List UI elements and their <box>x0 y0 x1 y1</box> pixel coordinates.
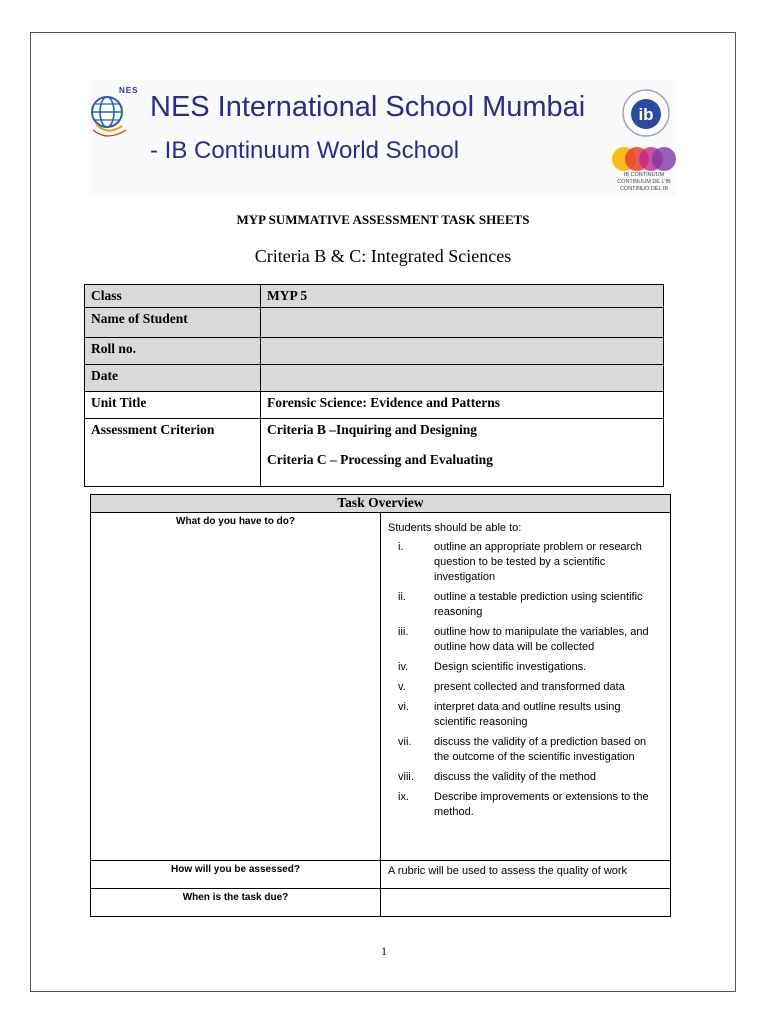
unit-title-label: Unit Title <box>85 392 261 419</box>
objectives-intro: Students should be able to: <box>388 522 522 534</box>
criterion-c-text: Criteria C – Processing and Evaluating <box>267 452 493 467</box>
unit-title-value: Forensic Science: Evidence and Patterns <box>261 392 664 419</box>
assessment-label: How will you be assessed? <box>91 861 381 889</box>
objectives-list <box>388 540 664 820</box>
list-item-text: discuss the validity of a prediction based on the outcome of the scientific investigation <box>434 736 647 763</box>
list-item-text: Design scientific investigations. <box>434 661 587 673</box>
list-item-text: present collected and transformed data <box>434 681 625 693</box>
ib-continuum-label <box>600 172 688 193</box>
list-item-text: interpret data and outline results using scientific reasoning <box>434 701 621 728</box>
roll-no-row <box>85 338 664 365</box>
student-info-table <box>84 284 664 487</box>
nes-logo-text: NES <box>119 86 139 95</box>
list-item <box>388 540 664 585</box>
roll-no-field[interactable] <box>261 338 664 365</box>
list-item <box>388 735 664 765</box>
list-item-text: outline an appropriate problem or research question to be tested by a scientific investigation <box>434 541 642 583</box>
list-item-number: iii. <box>398 626 409 638</box>
document-title: MYP SUMMATIVE ASSESSMENT TASK SHEETS <box>236 212 530 227</box>
list-item <box>388 700 664 730</box>
what-to-do-row <box>91 513 671 861</box>
date-field[interactable] <box>261 365 664 392</box>
ib-world-school-logo <box>621 88 671 138</box>
assessment-value: A rubric will be used to assess the quality of work <box>381 861 671 889</box>
assessment-criterion-row <box>85 419 664 487</box>
assessment-criterion-value <box>261 419 664 487</box>
class-row <box>85 285 664 308</box>
student-name-label: Name of Student <box>85 308 261 338</box>
list-item-number: v. <box>398 681 406 693</box>
document-subtitle: Criteria B & C: Integrated Sciences <box>254 246 512 266</box>
ib-continuum-dots <box>611 146 677 172</box>
list-item-number: iv. <box>398 661 409 673</box>
date-label: Date <box>85 365 261 392</box>
school-name-line2: - IB Continuum World School <box>150 137 460 164</box>
list-item-text: outline a testable prediction using scientific reasoning <box>434 591 643 618</box>
due-date-label: When is the task due? <box>91 889 381 917</box>
page-number: 1 <box>381 944 387 958</box>
task-overview-heading: Task Overview <box>91 495 671 513</box>
list-item <box>388 660 664 675</box>
class-label: Class <box>85 285 261 308</box>
list-item <box>388 590 664 620</box>
what-to-do-label: What do you have to do? <box>91 513 381 861</box>
student-name-field[interactable] <box>261 308 664 338</box>
list-item-text: Describe improvements or extensions to the method. <box>434 791 649 818</box>
list-item <box>388 770 664 785</box>
what-to-do-content <box>381 513 671 861</box>
assessment-row <box>91 861 671 889</box>
unit-title-row <box>85 392 664 419</box>
assessment-criterion-label: Assessment Criterion <box>85 419 261 487</box>
list-item-number: viii. <box>398 771 414 783</box>
student-name-row <box>85 308 664 338</box>
list-item-number: ix. <box>398 791 409 803</box>
list-item <box>388 625 664 655</box>
list-item-number: vii. <box>398 736 412 748</box>
due-date-field[interactable] <box>381 889 671 917</box>
list-item <box>388 680 664 695</box>
task-overview-table <box>90 494 671 917</box>
class-value: MYP 5 <box>261 285 664 308</box>
ib-logo-text: ib <box>638 105 654 124</box>
list-item <box>388 790 664 820</box>
list-item-number: i. <box>398 541 404 553</box>
list-item-number: ii. <box>398 591 406 603</box>
due-date-row <box>91 889 671 917</box>
list-item-text: discuss the validity of the method <box>434 771 597 783</box>
criterion-b-text: Criteria B –Inquiring and Designing <box>267 422 478 437</box>
school-name-line1: NES International School Mumbai <box>150 91 586 123</box>
list-item-text: outline how to manipulate the variables, and outline how data will be collected <box>434 626 649 653</box>
ib-continuum-text: IB CONTINUUM CONTINUUM DE L'IB CONTINUO DEL IB <box>617 172 671 192</box>
roll-no-label: Roll no. <box>85 338 261 365</box>
list-item-number: vi. <box>398 701 409 713</box>
date-row <box>85 365 664 392</box>
